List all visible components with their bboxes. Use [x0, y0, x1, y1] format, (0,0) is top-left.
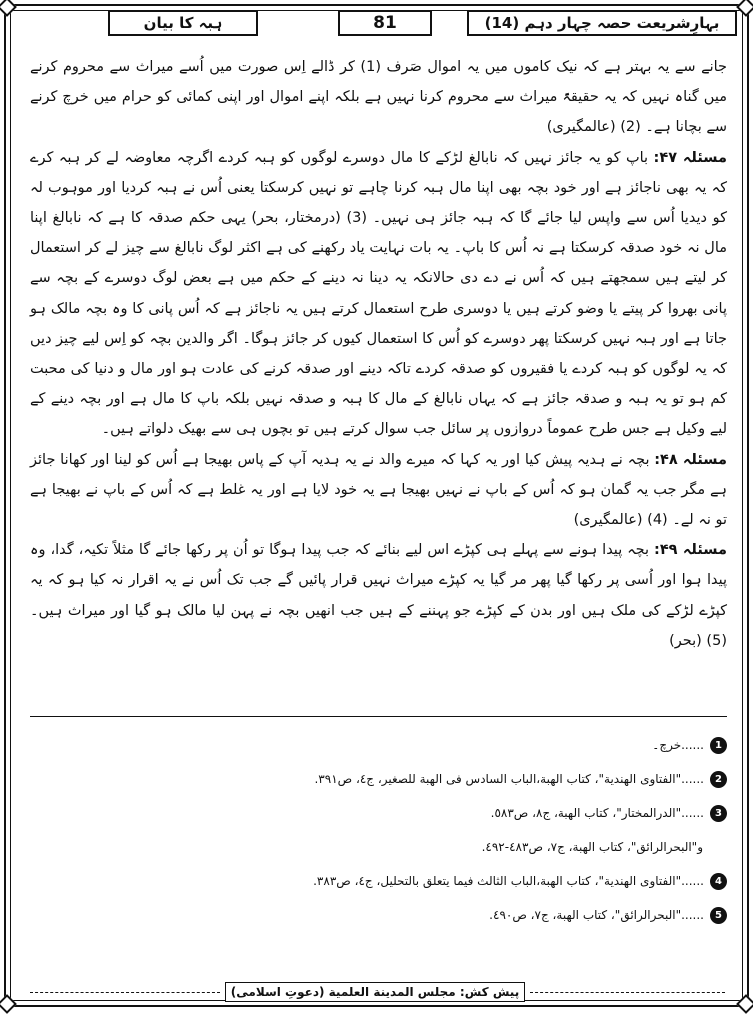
- paragraph: [30, 52, 727, 143]
- footnote-text: ......"البحرالرائق"، کتاب الهبة، ج٧، ص٤٩٠.: [489, 908, 704, 922]
- book-title: بہارِشریعت حصہ چہار دہم (14): [467, 10, 737, 36]
- footnote-item: [30, 830, 727, 864]
- publisher-footer: پیش کش: مجلس المدینة العلمیة (دعوتِ اسلامی): [225, 982, 525, 1002]
- masala-48: [30, 445, 727, 536]
- footnote-item: [30, 728, 727, 762]
- paragraph-text: جانے سے یہ بہتر ہے کہ نیک کاموں میں یہ اموال صَرف (1) کر ڈالے اِس صورت میں اُسے میراث سے محروم کرنے میں گناہ نہیں کہ یہ حقیقۃً میراث سے محروم کرنا نہیں ہے بلکہ اپنے اموال اور اپنی کمائی کو حرام میں خرچ کرنے سے بچانا ہے۔ (2) (عالمگیری): [30, 59, 727, 136]
- footnote-text: ......"الدرالمختار"، کتاب الهبة، ج٨، ص٥٨٣.: [490, 806, 704, 820]
- masala-47: [30, 143, 727, 445]
- footnote-text: و"البحرالرائق"، کتاب الهبة، ج٧، ص٤٨٣-٤٩٢.: [481, 840, 703, 854]
- footnote-text: ......خرچ۔: [652, 738, 704, 752]
- masala-label: مسئلہ ۴۸:: [654, 451, 728, 468]
- footnote-number: 5: [710, 907, 727, 924]
- masala-label: مسئلہ ۴۷:: [653, 149, 727, 166]
- footnote-item: [30, 864, 727, 898]
- masala-text: بچہ پیدا ہونے سے پہلے ہی کپڑے اس لیے بنائے کہ جب پیدا ہوگا تو اُن پر رکھا جائے گا مثلاً تکیہ، گدا، وہ پیدا ہوا اور اُسی پر رکھا گیا پھر مر گیا یہ کپڑے میراث نہیں قرار پائیں گے جب تک اُس نے یہ اقرار نہ کیا ہو کہ یہ کپڑے لڑکے کی ملک ہیں اور بدن کے کپڑے جو پہننے کے ہیں جب انھیں بچہ نے پہن لیا مالک ہو گیا اور میراث ہیں۔ (5) (بحر): [30, 542, 727, 649]
- footnote-number: 4: [710, 873, 727, 890]
- masala-49: [30, 535, 727, 656]
- page-number: 81: [338, 10, 432, 36]
- footnote-number: 3: [710, 805, 727, 822]
- footnote-text: ......"الفتاوی الهندیة"، کتاب الهبة،الباب الثالث فیما یتعلق بالتحلیل، ج٤، ص٣٨٣.: [313, 874, 704, 888]
- footnote-number: 1: [710, 737, 727, 754]
- masala-label: مسئلہ ۴۹:: [654, 542, 727, 559]
- main-text: [30, 52, 727, 656]
- masala-text: باپ کو یہ جائز نہیں کہ نابالغ لڑکے کا مال دوسرے لوگوں کو ہبہ کردے اگرچہ معاوضہ لے کر ہبہ کرے کہ یہ بھی ناجائز ہے اور خود بچہ بھی اپنا مال ہبہ کرنا چاہے تو نہیں کرسکتا یعنی اُس نے ہبہ کردیا اور موہوب لہ کو دیدیا اُس سے واپس لیا جائے گا کہ ہبہ جائز ہی نہیں۔ (3) (درمختار، بحر) یہی حکم صدقہ کا ہے کہ نابالغ اپنا مال نہ خود صدقہ کرسکتا ہے نہ اُس کا باپ۔ یہ بات نہایت یاد رکھنے کی ہے اکثر لوگ نابالغ سے چیز لے کر استعمال کر لیتے ہیں سمجھتے ہیں کہ اُس نے دے دی حالانکہ یہ دینا نہ دینے کے حکم میں ہے بعض لوگ دوسرے کے بچہ سے پانی بھروا کر پیتے یا وضو کرتے ہیں یا دوسری طرح استعمال کرتے ہیں یہ ناجائز ہے کہ اُس پانی کا وہ بچہ مالک ہو جاتا ہے اور ہبہ نہیں کرسکتا پھر دوسرے کو اُس کا استعمال کیوں کر جائز ہوگا۔ اگر والدین بچہ کو اِس لیے چیز دیں کہ یہ لوگوں کو ہبہ کردے یا فقیروں کو صدقہ کردے تاکہ دینے اور صدقہ کرنے کی عادت ہو اور مال و دنیا کی محبت کم ہو تو یہ ہبہ و صدقہ جائز ہے کہ یہاں نابالغ کے مال کا ہبہ و صدقہ نہیں بلکہ باپ کا مال ہے اور بچہ دینے کے لیے وکیل ہے جس طرح عموماً دروازوں پر سائل جب سوال کرتے ہیں تو بچوں ہی سے بھیک دلواتے ہیں۔: [30, 149, 727, 438]
- page-header: [16, 4, 737, 38]
- footer-rule: [30, 992, 220, 993]
- masala-text: بچہ نے ہدیہ پیش کیا اور یہ کہا کہ میرے والد نے یہ ہدیہ آپ کے پاس بھیجا ہے اُس کو لینا اور کھانا جائز ہے مگر جب یہ گمان ہو کہ اُس کے باپ نے نہیں بھیجا ہے یہ خود لایا ہے اور یہ غلط ہے کہ اُس کے باپ نے بھیجا ہے تو نہ لے۔ (4) (عالمگیری): [30, 451, 727, 529]
- footnotes: [30, 728, 727, 932]
- footnote-separator: [30, 716, 727, 717]
- footnote-item: [30, 898, 727, 932]
- footnote-number: 2: [710, 771, 727, 788]
- footnote-item: [30, 796, 727, 830]
- footer-rule: [530, 992, 725, 993]
- chapter-title: ہبہ کا بیان: [108, 10, 258, 36]
- footnote-item: [30, 762, 727, 796]
- footnote-text: ......"الفتاوی الهندیة"، کتاب الهبة،الباب السادس فی الهبة للصغیر، ج٤، ص٣٩١.: [314, 772, 704, 786]
